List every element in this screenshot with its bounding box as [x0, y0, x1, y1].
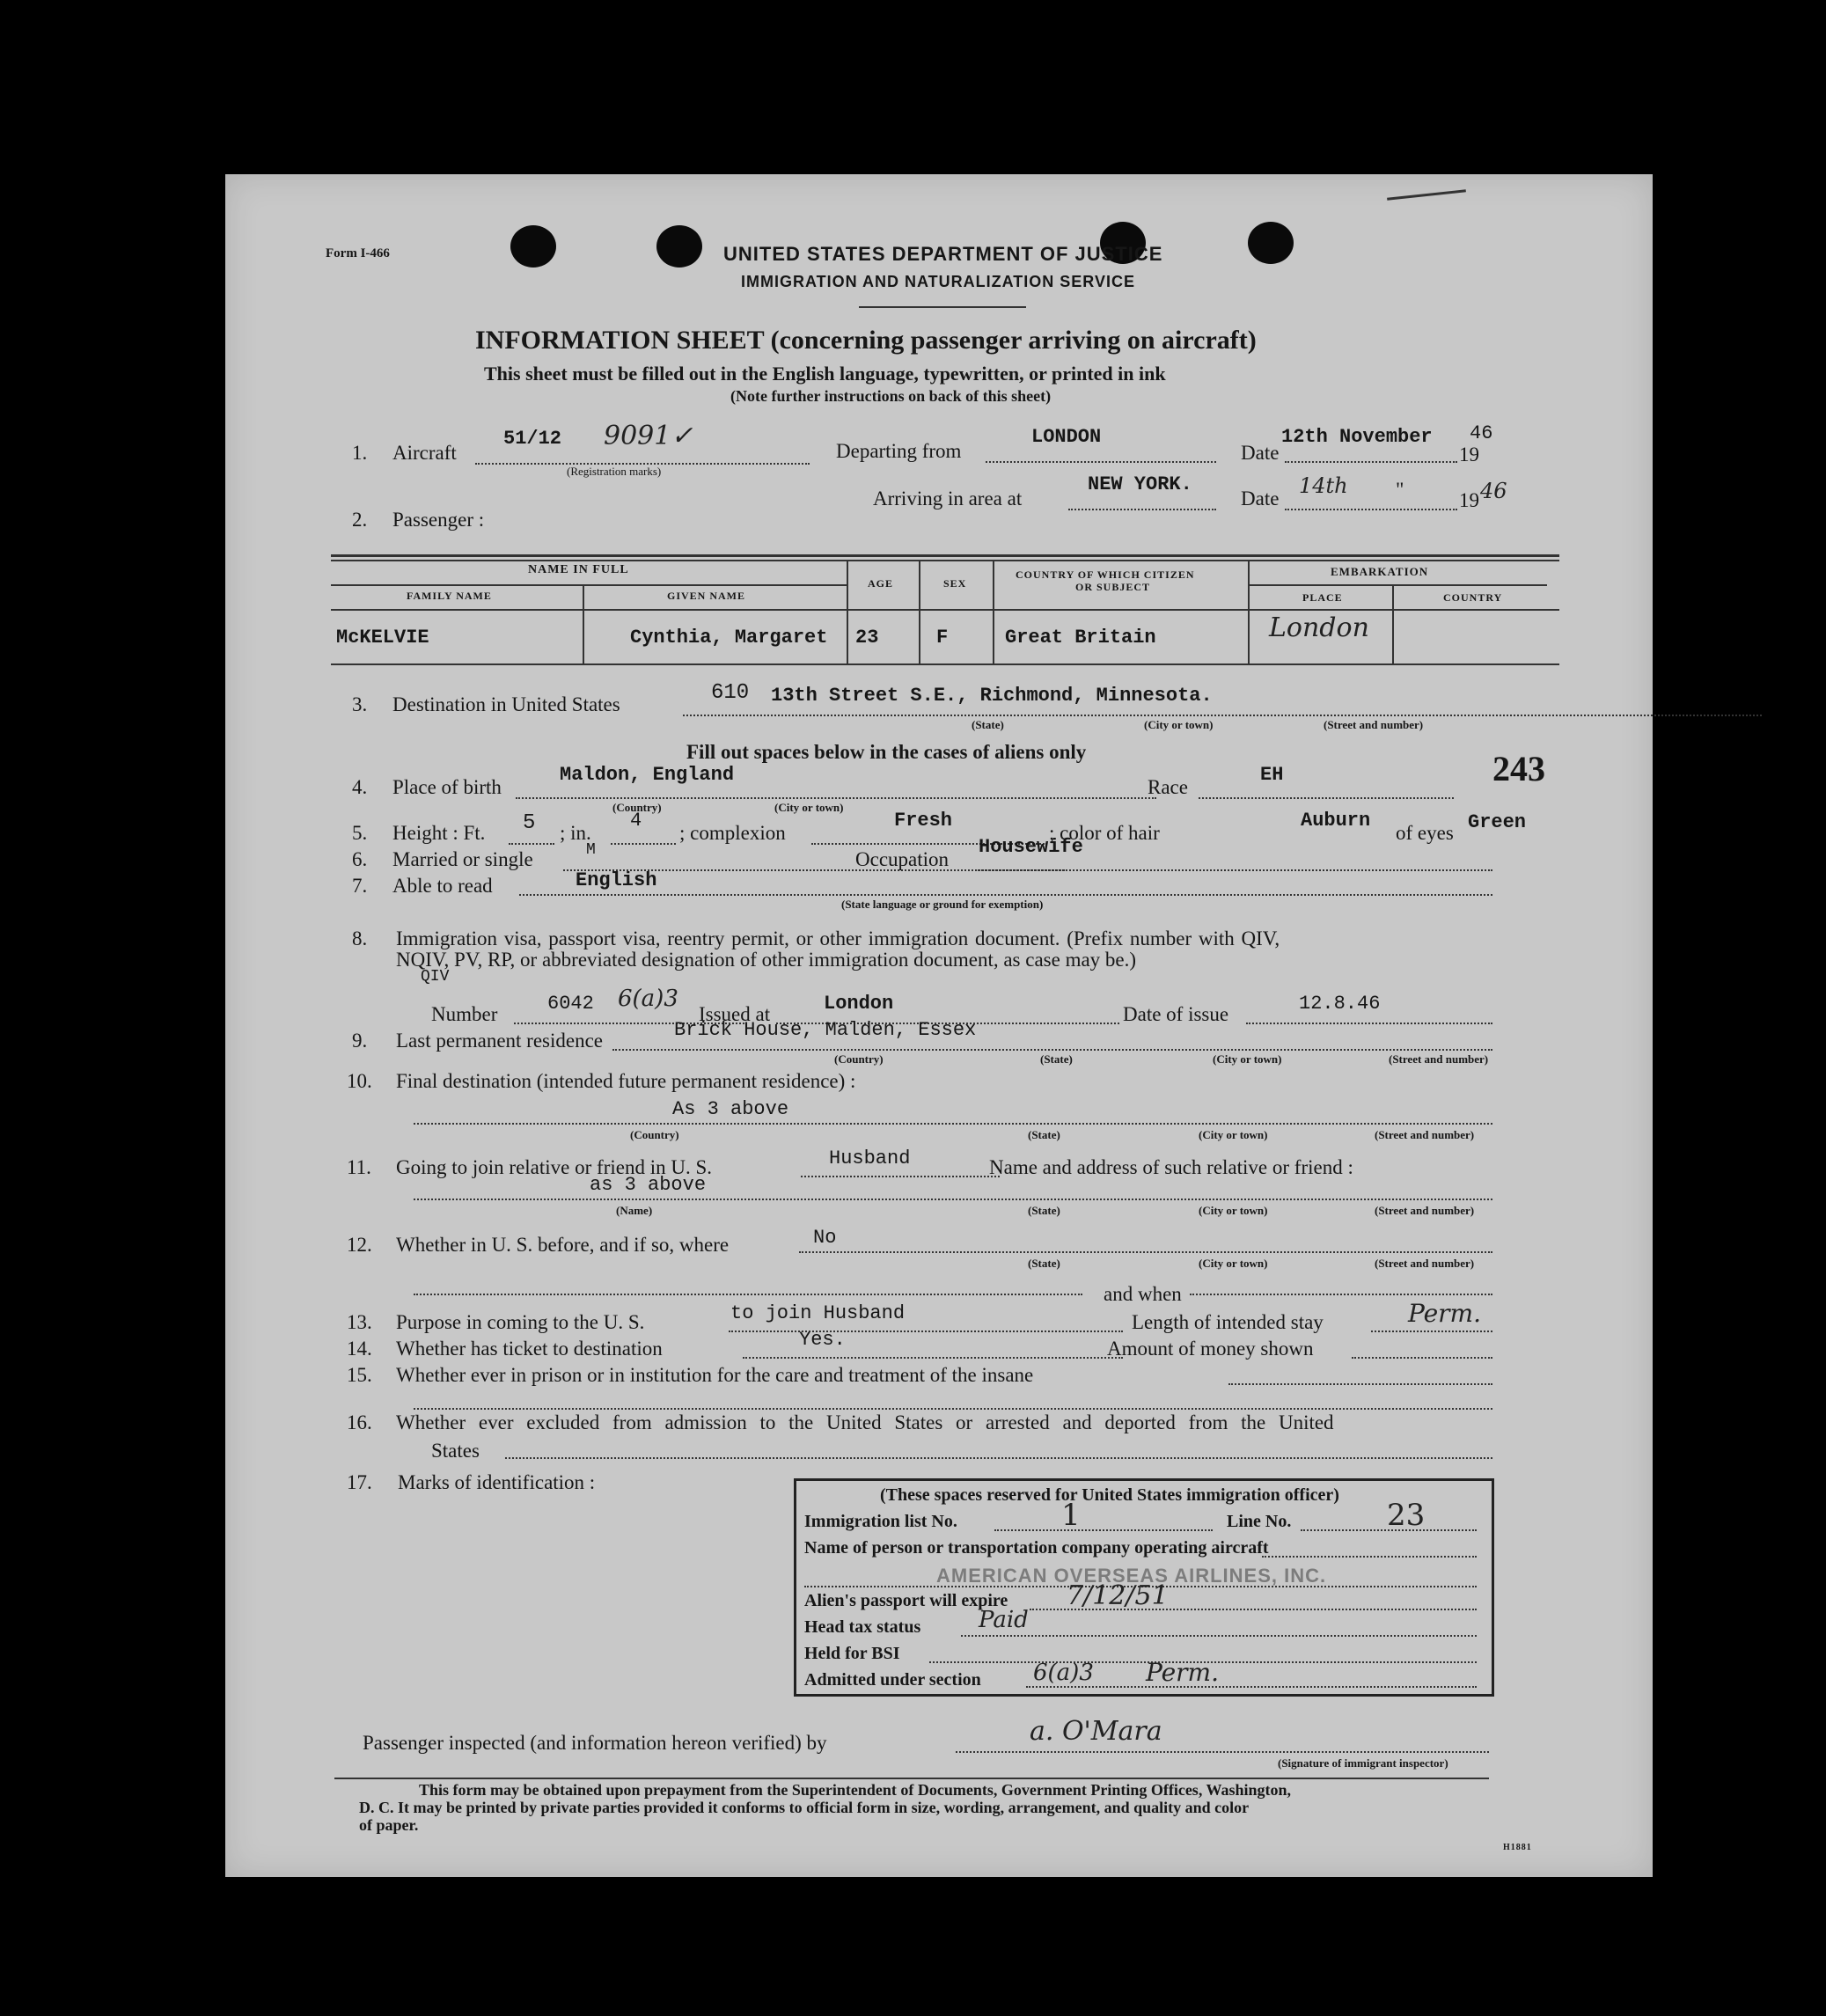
final-country-caption: (Country) — [630, 1128, 679, 1141]
join-label: Going to join relative or friend in U. S. — [396, 1156, 712, 1178]
race-line — [1199, 797, 1454, 799]
departing-date-value: 12th November — [1281, 426, 1433, 448]
item-number: 6. — [352, 848, 368, 870]
item-number: 5. — [352, 822, 368, 844]
final-destination-label: Final destination (intended future permanent residence) : — [396, 1070, 856, 1092]
head-tax-value: Paid — [979, 1607, 1029, 1633]
prison-label: Whether ever in prison or in institution for the care and treatment of the insane — [396, 1364, 1034, 1386]
item-number: 17. — [347, 1471, 372, 1493]
registration-caption: (Registration marks) — [567, 465, 662, 478]
marks-label: Marks of identification : — [398, 1471, 596, 1493]
family-name-header: FAMILY NAME — [407, 590, 492, 602]
arriving-date-line — [1285, 509, 1457, 510]
money-label: Amount of money shown — [1107, 1338, 1314, 1360]
punch-hole — [510, 225, 556, 268]
read-caption: (State language or ground for exemption) — [841, 898, 1044, 911]
page-title: INFORMATION SHEET (concerning passenger arriving on aircraft) — [475, 326, 1257, 355]
when-line-left — [414, 1294, 1082, 1295]
occupation-line — [975, 869, 1492, 871]
citizen-cell: Great Britain — [1005, 627, 1156, 649]
footer-rule — [334, 1778, 1489, 1779]
table-top-rule — [331, 560, 1559, 561]
embarkation-header: EMBARKATION — [1331, 565, 1429, 578]
arriving-date-label: Date — [1241, 488, 1280, 509]
stay-value: Perm. — [1408, 1299, 1481, 1328]
prison-line — [1228, 1383, 1492, 1385]
destination-number: 610 — [711, 681, 750, 705]
item-number: 16. — [347, 1411, 372, 1433]
given-name-cell: Cynthia, Margaret — [630, 627, 828, 649]
instructions-note: (Note further instructions on back of this sheet) — [730, 387, 1052, 405]
header-divider — [859, 306, 1026, 308]
family-name-cell: McKELVIE — [336, 627, 429, 649]
residence-street-caption: (Street and number) — [1389, 1052, 1489, 1066]
relative-value: as 3 above — [590, 1174, 707, 1196]
eyes-label: of eyes — [1396, 822, 1454, 844]
officer-box-title: (These spaces reserved for United States immigration officer) — [880, 1485, 1339, 1505]
before-street-caption: (Street and number) — [1375, 1257, 1475, 1270]
relative-city-caption: (City or town) — [1199, 1204, 1268, 1217]
table-col-divider — [1248, 560, 1250, 663]
final-destination-value: As 3 above — [672, 1098, 789, 1120]
list-number-value: 1 — [1061, 1498, 1081, 1533]
list-number-label: Immigration list No. — [804, 1512, 957, 1531]
married-label: Married or single — [392, 848, 533, 870]
pen-mark — [1387, 189, 1466, 200]
residence-city-caption: (City or town) — [1213, 1052, 1282, 1066]
prison-line-2 — [414, 1408, 1492, 1410]
ticket-line — [743, 1357, 1123, 1359]
ticket-label: Whether has ticket to destination — [396, 1338, 663, 1360]
issued-at-value: London — [824, 993, 894, 1015]
place-header: PLACE — [1302, 591, 1343, 604]
item-number: 11. — [347, 1156, 371, 1178]
before-line — [799, 1251, 1492, 1253]
item-number: 9. — [352, 1030, 368, 1052]
join-value: Husband — [829, 1147, 911, 1169]
relative-line — [414, 1199, 1492, 1200]
height-ft-line — [509, 843, 554, 845]
arriving-label: Arriving in area at — [873, 488, 1023, 509]
arriving-year: 46 — [1480, 479, 1507, 503]
admitted-section-extra: Perm. — [1146, 1658, 1219, 1687]
married-value: M — [586, 841, 596, 859]
punch-hole — [1248, 222, 1294, 264]
admitted-section-label: Admitted under section — [804, 1670, 981, 1690]
relative-name-caption: (Name) — [616, 1204, 653, 1217]
footer-line-1: This form may be obtained upon prepayment from the Superintendent of Documents, Government Printing Offices, Washington, — [419, 1781, 1292, 1799]
arriving-value: NEW YORK. — [1088, 473, 1192, 495]
punch-hole — [656, 225, 702, 268]
signature-line — [956, 1751, 1489, 1753]
item-number: 3. — [352, 693, 368, 715]
residence-value: Brick House, Malden, Essex — [674, 1019, 977, 1041]
birth-label: Place of birth — [392, 776, 502, 798]
item-number: 8. — [352, 927, 368, 949]
occupation-label: Occupation — [855, 848, 950, 870]
excluded-line-2: States — [431, 1440, 480, 1462]
head-tax-label: Head tax status — [804, 1617, 921, 1637]
stay-label: Length of intended stay — [1132, 1311, 1324, 1333]
name-in-full-header: NAME IN FULL — [528, 563, 629, 576]
table-col-divider — [1392, 584, 1394, 663]
height-in-value: 4 — [630, 810, 642, 832]
relative-state-caption: (State) — [1028, 1204, 1060, 1217]
race-label: Race — [1148, 776, 1188, 798]
before-value: No — [813, 1227, 837, 1249]
head-tax-line — [961, 1635, 1477, 1637]
footer-line-3: of paper. — [359, 1816, 419, 1834]
departing-year: 46 — [1470, 422, 1493, 444]
issued-at-label: Issued at — [699, 1003, 771, 1025]
aircraft-label: Aircraft — [392, 442, 457, 464]
final-street-caption: (Street and number) — [1375, 1128, 1475, 1141]
age-cell: 23 — [855, 627, 879, 649]
admitted-section-value: 6(a)3 — [1033, 1660, 1094, 1686]
read-line — [519, 894, 1492, 896]
eyes-value: Green — [1468, 811, 1527, 833]
visa-number-label: Number — [431, 1003, 498, 1025]
occupation-value: Housewife — [979, 836, 1083, 858]
residence-label: Last permanent residence — [396, 1030, 603, 1052]
birth-city-caption: (City or town) — [774, 801, 844, 814]
complexion-label: ; complexion — [679, 822, 786, 844]
admitted-section-line — [1026, 1686, 1477, 1688]
race-value: EH — [1260, 764, 1284, 786]
read-label: Able to read — [392, 875, 493, 897]
visa-line-1: Immigration visa, passport visa, reentry permit, or other immigration document. (Prefix number with QIV, — [396, 927, 1280, 949]
departing-value: LONDON — [1031, 426, 1102, 448]
departing-label: Departing from — [836, 440, 962, 462]
footer-code: H1881 — [1503, 1843, 1532, 1852]
read-value: English — [576, 869, 657, 891]
height-in-label: ; in. — [560, 822, 591, 844]
stay-line — [1371, 1331, 1492, 1332]
arriving-year-prefix: 19 — [1459, 489, 1479, 511]
table-col-divider — [919, 560, 920, 663]
money-line — [1352, 1357, 1492, 1359]
table-rule — [331, 584, 848, 586]
item-number: 12. — [347, 1234, 372, 1256]
department-heading: UNITED STATES DEPARTMENT OF JUSTICE — [723, 243, 1163, 265]
hair-label: ; color of hair — [1049, 822, 1160, 844]
item-number: 7. — [352, 875, 368, 897]
arriving-date-value: 14th — [1299, 473, 1348, 498]
height-ft-label: Height : Ft. — [392, 822, 486, 844]
before-city-caption: (City or town) — [1199, 1257, 1268, 1270]
item-number: 10. — [347, 1070, 372, 1092]
table-col-divider — [583, 584, 584, 663]
table-col-divider — [993, 560, 994, 663]
table-col-divider — [847, 560, 848, 663]
join-line — [801, 1176, 1000, 1177]
visa-number-handwritten: 6(a)3 — [618, 986, 678, 1012]
final-city-caption: (City or town) — [1199, 1128, 1268, 1141]
information-sheet-document — [225, 174, 1653, 1877]
departing-line — [986, 461, 1216, 463]
destination-city-caption: (City or town) — [1144, 718, 1214, 731]
destination-value: 13th Street S.E., Richmond, Minnesota. — [771, 685, 1213, 707]
table-header-rule — [331, 609, 1559, 611]
before-label: Whether in U. S. before, and if so, where — [396, 1234, 730, 1256]
issue-date-label: Date of issue — [1123, 1003, 1229, 1025]
visa-prefix: QIV — [421, 968, 450, 986]
departing-date-line — [1285, 461, 1457, 463]
form-number: Form I-466 — [326, 246, 390, 260]
issue-date-value: 12.8.46 — [1299, 993, 1381, 1015]
passenger-label: Passenger : — [392, 509, 485, 531]
item-number: 4. — [352, 776, 368, 798]
excluded-line-1: Whether ever excluded from admission to the United States or arrested and deported from the United — [396, 1411, 1334, 1433]
destination-label: Destination in United States — [392, 693, 620, 715]
purpose-value: to join Husband — [730, 1302, 906, 1324]
height-in-line — [611, 843, 676, 845]
company-stamp: AMERICAN OVERSEAS AIRLINES, INC. — [936, 1565, 1327, 1587]
birth-country-caption: (Country) — [612, 801, 662, 814]
country-citizen-header: COUNTRY OF WHICH CITIZEN — [1016, 568, 1195, 581]
table-top-rule — [331, 554, 1559, 557]
sex-cell: F — [936, 627, 949, 649]
aircraft-handwritten: 9091✓ — [604, 421, 693, 451]
line-number-value: 23 — [1387, 1498, 1426, 1533]
stamp-number: 243 — [1492, 749, 1545, 788]
signature-caption: (Signature of immigrant inspector) — [1278, 1756, 1448, 1770]
table-rule — [1248, 584, 1547, 586]
arriving-line — [1068, 509, 1216, 510]
item-number: 14. — [347, 1338, 372, 1360]
before-state-caption: (State) — [1028, 1257, 1060, 1270]
destination-line — [683, 715, 1762, 716]
item-number: 15. — [347, 1364, 372, 1386]
departing-date-label: Date — [1241, 442, 1280, 464]
visa-number-value: 6042 — [547, 993, 594, 1015]
final-destination-line — [414, 1123, 1492, 1125]
ditto-mark: " — [1396, 479, 1404, 501]
visa-line-2: NQIV, PV, RP, or abbreviated designation of other immigration document, as case may be.) — [396, 949, 1137, 971]
list-number-line — [994, 1529, 1213, 1531]
purpose-line — [729, 1331, 1123, 1332]
relative-street-caption: (Street and number) — [1375, 1204, 1475, 1217]
age-header: AGE — [868, 577, 894, 590]
company-line — [1262, 1556, 1477, 1558]
ticket-value: Yes. — [799, 1329, 846, 1351]
service-heading: IMMIGRATION AND NATURALIZATION SERVICE — [741, 273, 1135, 290]
country-citizen-header-2: OR SUBJECT — [1075, 581, 1151, 593]
height-ft-value: 5 — [523, 811, 536, 835]
residence-country-caption: (Country) — [834, 1052, 884, 1066]
line-number-label: Line No. — [1227, 1512, 1292, 1531]
final-state-caption: (State) — [1028, 1128, 1060, 1141]
inspected-label: Passenger inspected (and information hereon verified) by — [363, 1732, 827, 1754]
residence-line — [612, 1049, 1492, 1051]
issue-date-line — [1246, 1023, 1492, 1024]
aliens-only-heading: Fill out spaces below in the cases of aliens only — [686, 741, 1087, 763]
residence-state-caption: (State) — [1040, 1052, 1073, 1066]
birth-line — [516, 797, 1156, 799]
place-cell: London — [1269, 612, 1369, 643]
given-name-header: GIVEN NAME — [667, 590, 746, 602]
item-number: 13. — [347, 1311, 372, 1333]
hair-value: Auburn — [1301, 810, 1371, 832]
item-number: 1. — [352, 442, 368, 464]
passport-expire-label: Alien's passport will expire — [804, 1591, 1008, 1610]
destination-street-caption: (Street and number) — [1324, 718, 1424, 731]
excluded-line — [505, 1457, 1492, 1459]
sex-header: SEX — [943, 577, 967, 590]
item-number: 2. — [352, 509, 368, 531]
birth-value: Maldon, England — [560, 764, 735, 786]
complexion-value: Fresh — [894, 810, 953, 832]
passport-expire-value: 7/12/51 — [1067, 1580, 1169, 1611]
destination-state-caption: (State) — [972, 718, 1004, 731]
footer-line-2: D. C. It may be printed by private parties provided it conforms to official form in size, wording, arrangement, and quality and color — [359, 1799, 1250, 1816]
page-subtitle: This sheet must be filled out in the English language, typewritten, or printed in ink — [484, 363, 1166, 385]
held-bsi-label: Held for BSI — [804, 1644, 900, 1663]
departing-year-prefix: 19 — [1459, 444, 1479, 466]
country-header: COUNTRY — [1443, 591, 1503, 604]
inspector-signature: a. O'Mara — [1030, 1716, 1162, 1747]
purpose-label: Purpose in coming to the U. S. — [396, 1311, 645, 1333]
relative-name-label: Name and address of such relative or friend : — [989, 1156, 1353, 1178]
when-line — [1190, 1294, 1492, 1295]
company-label: Name of person or transportation company operating aircraft — [804, 1538, 1269, 1558]
table-bottom-rule — [331, 663, 1559, 665]
aircraft-value: 51/12 — [503, 428, 562, 450]
when-label: and when — [1104, 1283, 1182, 1305]
